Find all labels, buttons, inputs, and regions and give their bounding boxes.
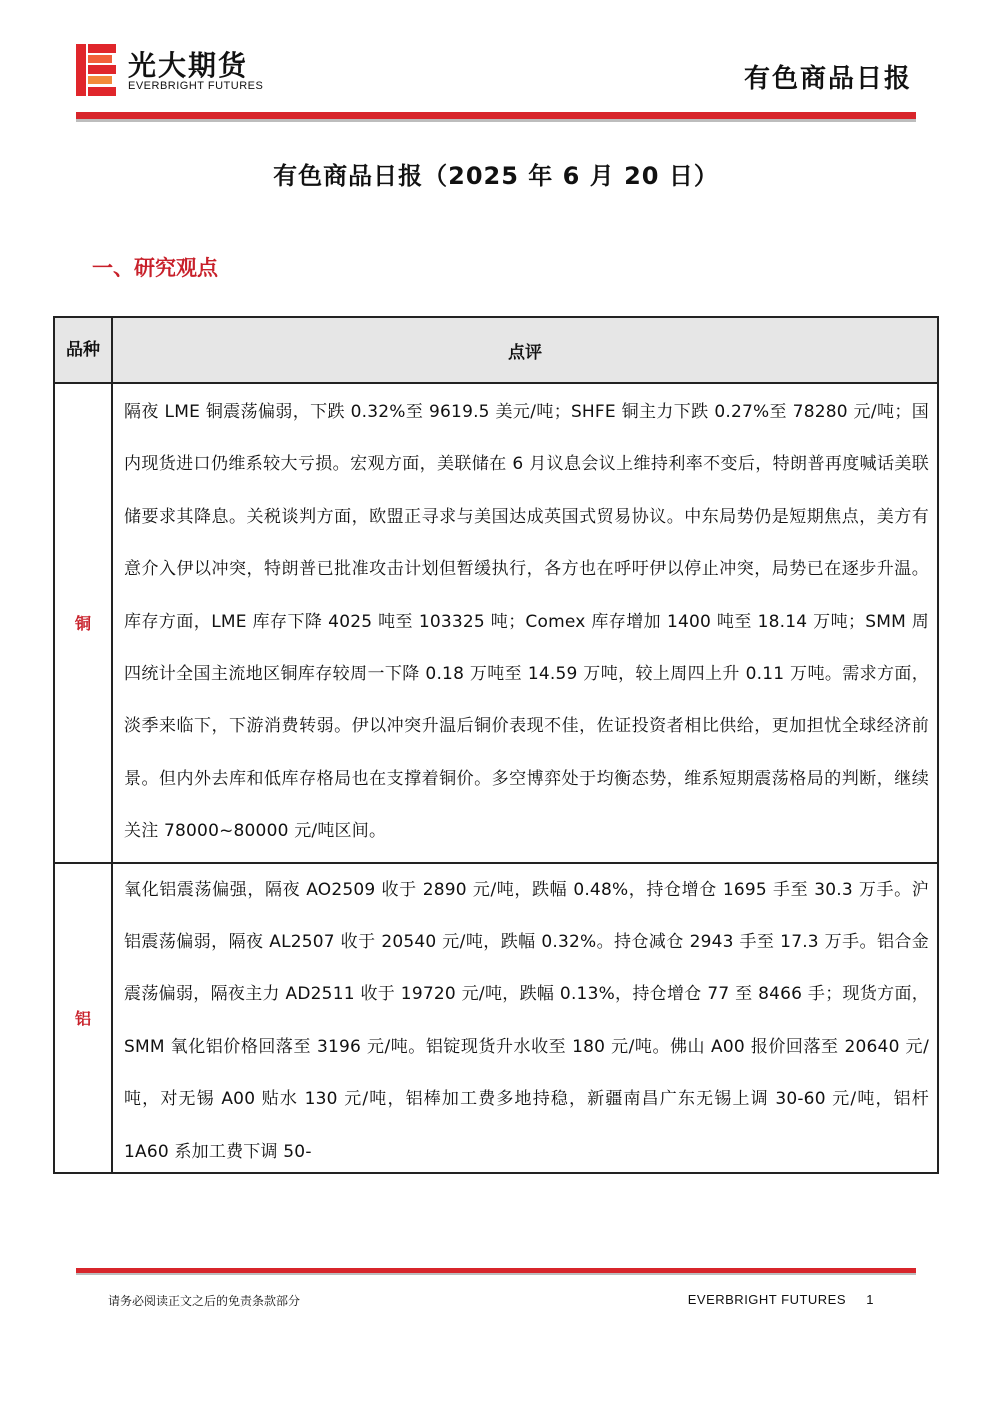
header-divider (76, 112, 916, 119)
header-divider-shadow (76, 119, 916, 122)
everbright-logo-icon (76, 44, 118, 96)
variety-cell-copper: 铜 (54, 383, 112, 863)
table-row (54, 863, 938, 1173)
logo-chinese-name: 光大期货 (128, 49, 249, 82)
variety-cell-aluminum: 铝 (54, 863, 112, 1173)
column-header-comment: 点评 (112, 317, 938, 383)
footer-divider-shadow (76, 1273, 916, 1275)
document-title: 有色商品日报（2025 年 6 月 20 日） (273, 162, 719, 190)
comment-cell-aluminum-wrapper (112, 863, 938, 1173)
comment-cell-aluminum: 氧化铝震荡偏强，隔夜 AO2509 收于 2890 元/吨，跌幅 0.48%，持仓增仓 1695 手至 30.3 万手。沪铝震荡偏弱，隔夜 AL2507 收于 20540 元/吨，跌幅 0.32%。持仓减仓 2943 手至 17.3 万手。铝合金震荡偏弱，隔夜主力 AD2511 收于 19720 元/吨，跌幅 0.13%，持仓增仓 77 至 8466 手；现货方面，SMM 氧化铝价格回落至 3196 元/吨。铝锭现货升水收至 180 元/吨。佛山 A00 报价回落至 20640 元/吨，对无锡 A00 贴水 130 元/吨，铝棒加工费多地持稳，新疆南昌广东无锡上调 30-60 元/吨，铝杆 1A60 系加工费下调 50- (124, 879, 929, 1162)
report-header-title: 有色商品日报 (743, 64, 912, 94)
table-row (54, 383, 938, 863)
footer-disclaimer: 请务必阅读正文之后的免责条款部分 (108, 1294, 301, 1308)
page-number: 1 (866, 1292, 874, 1307)
comment-cell-copper: 隔夜 LME 铜震荡偏弱，下跌 0.32%至 9619.5 美元/吨；SHFE 铜主力下跌 0.27%至 78280 元/吨；国内现货进口仍维系较大亏损。宏观方面，美联储在 6 月议息会议上维持利率不变后，特朗普再度喊话美联储要求其降息。关税谈判方面，欧盟正寻求与美国达成英国式贸易协议。中东局势仍是短期焦点，美方有意介入伊以冲突，特朗普已批准攻击计划但暂缓执行，各方也在呼吁伊以停止冲突，局势已在逐步升温。库存方面，LME 库存下降 4025 吨至 103325 吨；Comex 库存增加 1400 吨至 18.14 万吨；SMM 周四统计全国主流地区铜库存较周一下降 0.18 万吨至 14.59 万吨，较上周四上升 0.11 万吨。需求方面，淡季来临下，下游消费转弱。伊以冲突升温后铜价表现不佳，佐证投资者相比供给，更加担忧全球经济前景。但内外去库和低库存格局也在支撑着铜价。多空博弈处于均衡态势，维系短期震荡格局的判断，继续关注 78000~80000 元/吨区间。 (112, 383, 938, 863)
footer-brand-page (688, 1292, 874, 1307)
logo-english-name: EVERBRIGHT FUTURES (128, 80, 264, 92)
column-header-variety: 品种 (54, 317, 112, 383)
review-table (53, 316, 939, 1174)
section-heading: 一、研究观点 (92, 256, 218, 280)
company-logo (76, 40, 336, 100)
table-header-row (54, 317, 938, 383)
footer-brand: EVERBRIGHT FUTURES (687, 1292, 847, 1307)
